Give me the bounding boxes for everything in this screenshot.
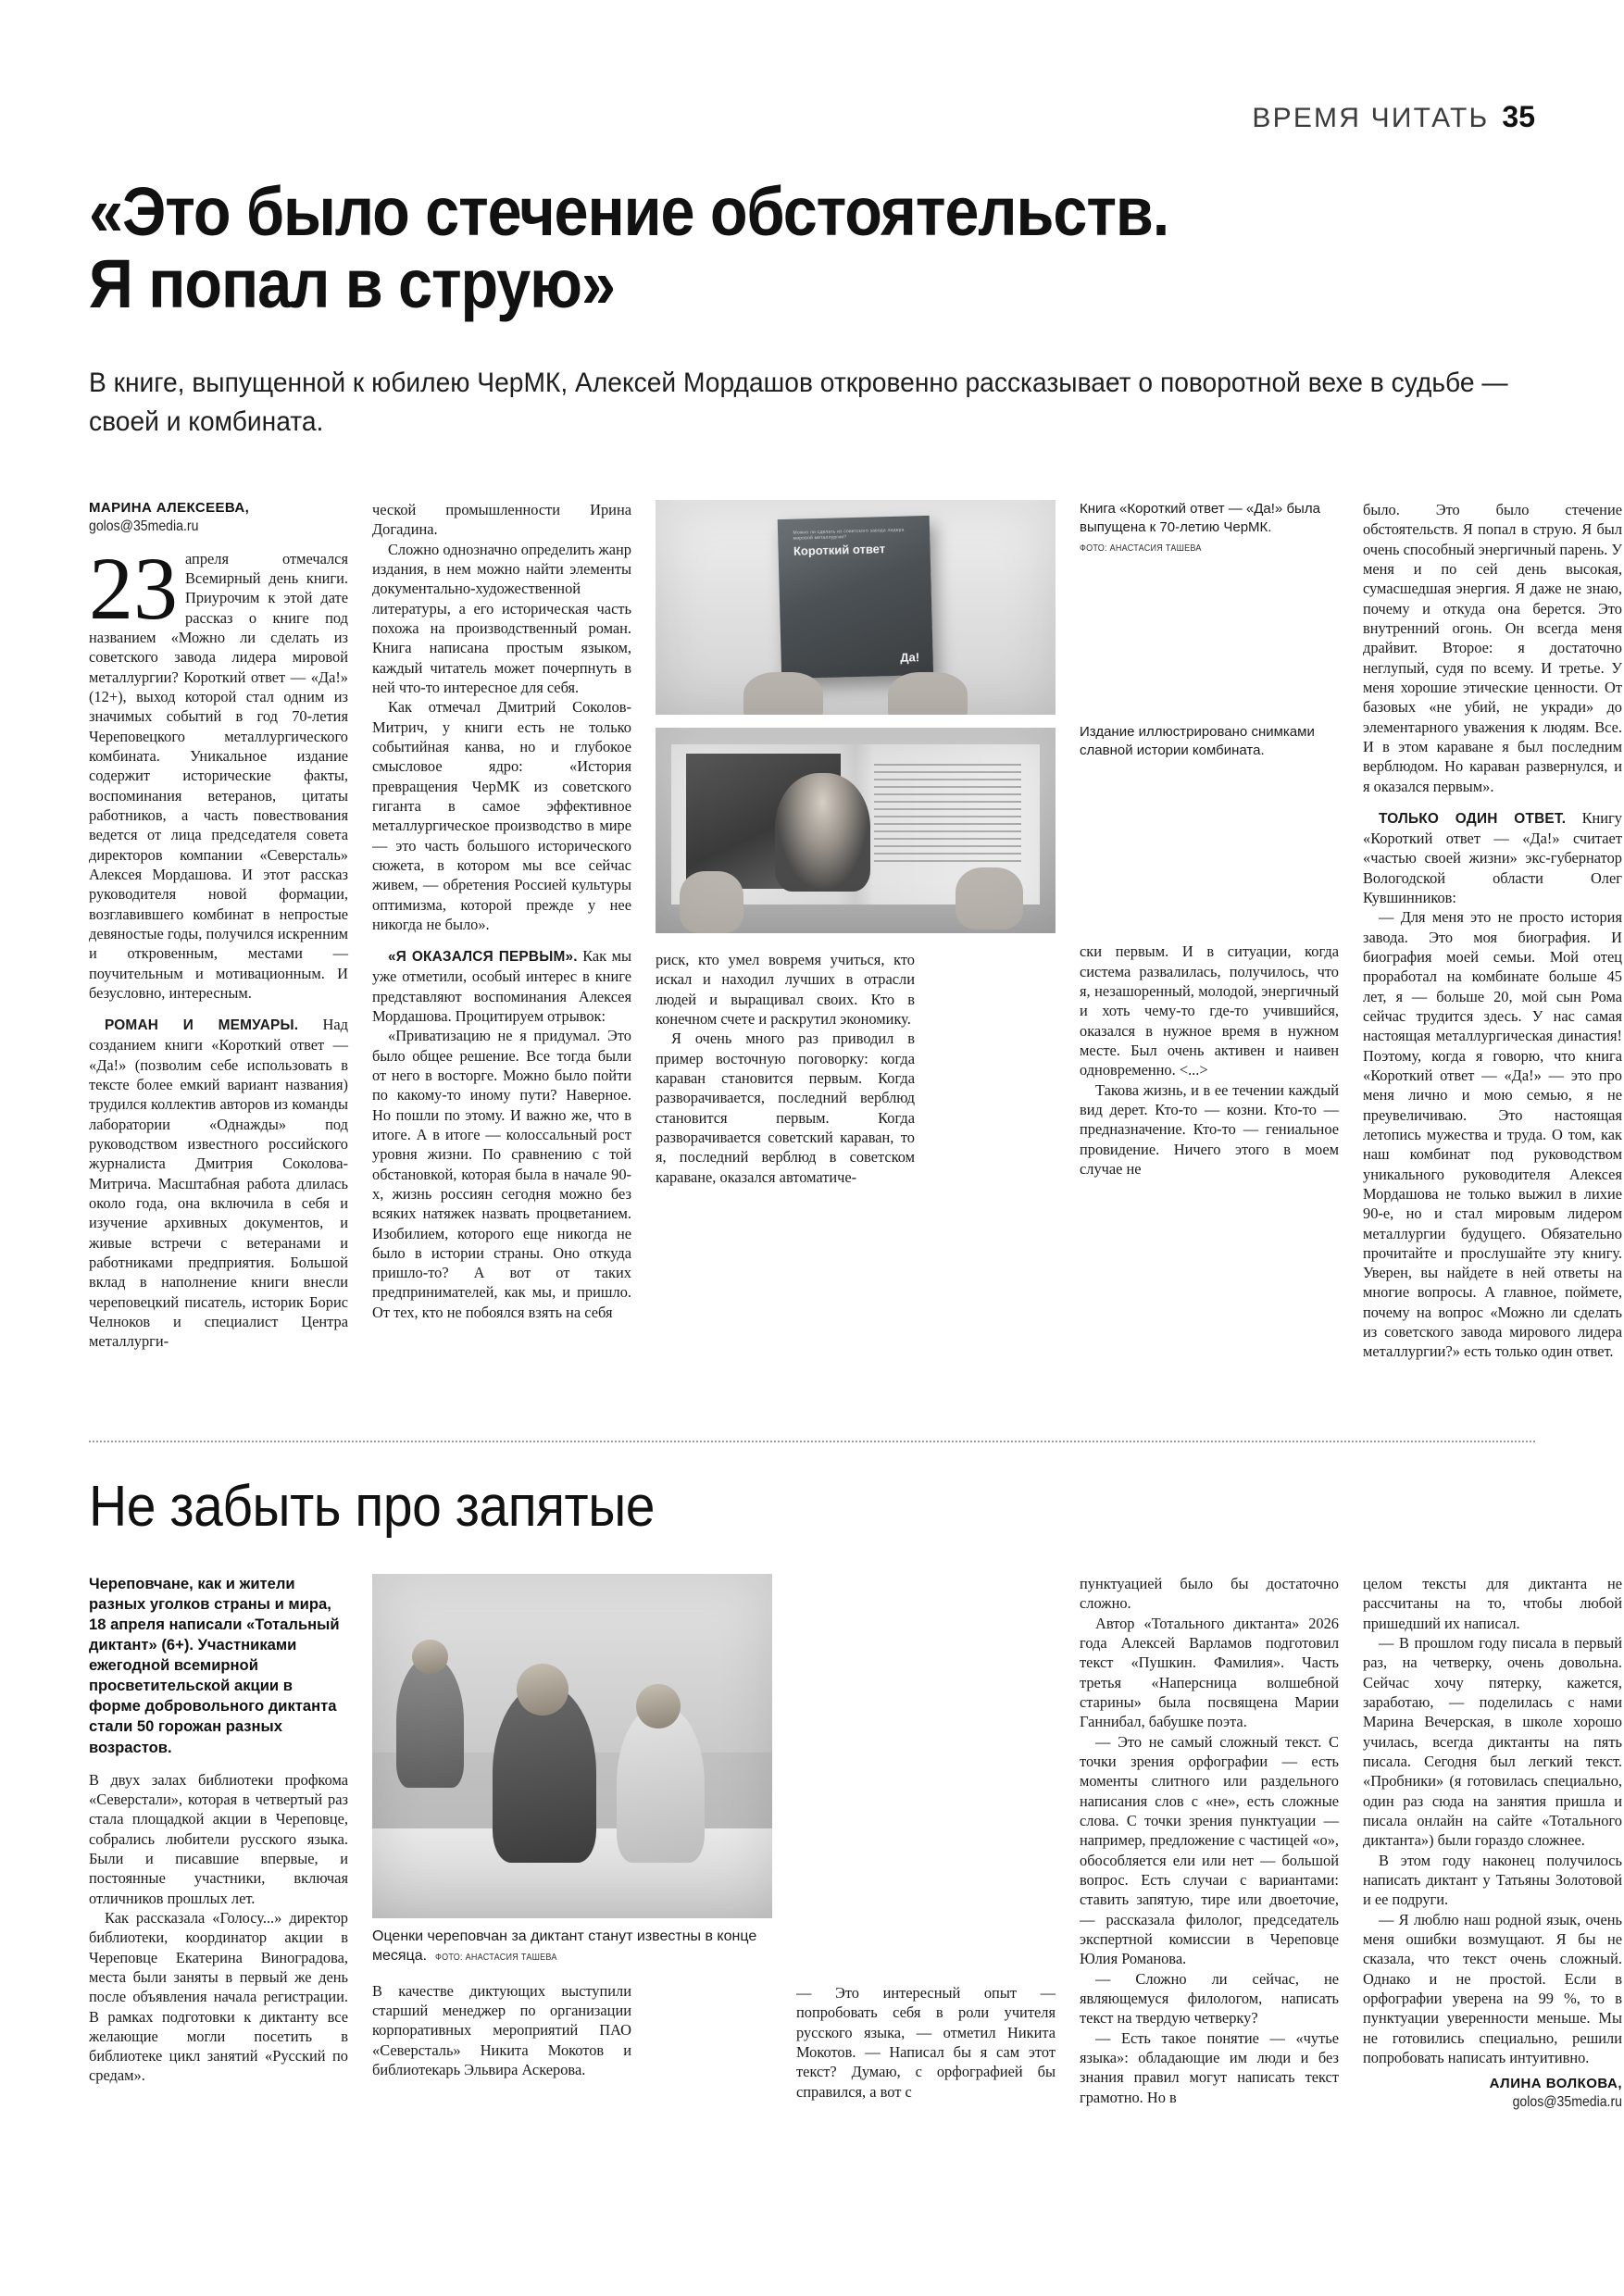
article-2-lead: Череповчане, как и жители разных уголков страны и мира, 18 апреля написали «Тотальный диктант» (6+). Участниками ежегодной всемирной просветительской акции в форме добровольного диктанта стали 50 горожан разных возрастов. bbox=[89, 1575, 340, 1756]
article-1-photo-column bbox=[656, 500, 1056, 1362]
paragraph-text: Как мы уже отметили, особый интерес в книге представляют воспоминания Алексея Мордашова. Процитируем отрывок: bbox=[372, 947, 631, 1025]
article-2-signature-name: АЛИНА ВОЛКОВА, bbox=[1489, 2076, 1622, 2092]
article-2-column-3 bbox=[796, 1574, 1056, 2113]
article-2-column-1 bbox=[89, 1574, 348, 2113]
dropcap-paragraph bbox=[89, 538, 348, 1004]
paragraph bbox=[89, 1015, 348, 1351]
section-kicker: «Я ОКАЗАЛСЯ ПЕРВЫМ». bbox=[388, 949, 578, 966]
article-1-column-1 bbox=[89, 500, 348, 1362]
paragraph bbox=[1363, 808, 1622, 907]
article-2-photo-caption bbox=[372, 1928, 772, 1966]
article-2-headline: Не забыть про запятые bbox=[89, 1475, 656, 1539]
paragraph: «Приватизацию не я придумал. Это было общее решение. Все тогда были от него в восторге. Можно было пойти по какому-то иному пути? Наверное. Но пошли по этому. И важно же, что в итоге. А в итоге — колоссальный рост уровня жизни. По сравнению с той обстановкой, которая была в начале 90-х, жизнь россиян сегодня можно без всяких натяжек назвать процветанием. Изобилием, которого еще никогда не было в истории страны. Оно откуда пришло-то? А вот от таких предпринимателей, как мы, и пришло. От тех, кто не побоялся взять на себя bbox=[372, 1027, 631, 1321]
byline-email: golos@35media.ru bbox=[89, 518, 199, 534]
article-2-column-2 bbox=[372, 1981, 631, 2080]
paragraph: Сложно однозначно определить жанр издания, в нем можно найти элементы документально-художественной литературы, а его историческая часть похожа на производственный роман. Книга написана простым языком, каждый читатель может почерпнуть в ней что-то интересное для себя. bbox=[372, 540, 631, 696]
book-cover-subtitle: Можно ли сделать из советского завода лидера мировой металлургии? bbox=[793, 527, 905, 542]
paragraph: В качестве диктующих выступили старший менеджер по организации корпоративных мероприятий ПАО «Северсталь» Никита Мокотов и библиотекарь Эльвира Аскерова. bbox=[372, 1981, 631, 2078]
section-kicker: РОМАН И МЕМУАРЫ. bbox=[105, 1017, 299, 1034]
paragraph: В этом году наконец получилось написать диктант у Татьяны Золотовой и ее подруги. bbox=[1363, 1851, 1622, 1909]
section-divider bbox=[89, 1441, 1535, 1442]
photo-2-caption: Издание иллюстрировано снимками славной истории комбината. bbox=[1080, 724, 1315, 759]
paragraph: — В прошлом году писала в первый раз, на четверку, очень довольна. Сейчас хочу пятерку, кажется, заработаю, — поделилась с нами Марина Вечерская, в школе хорошо училась, всегда диктанты на пять писала. Сегодня был легкий текст. «Пробники» (я готовилась специально, один раз сюда на занятия пришла и писала онлайн на сайте «Тотального диктанта») были гораздо сложнее. bbox=[1363, 1633, 1622, 1850]
book-cover-title: Короткий ответ bbox=[793, 542, 886, 558]
photo-credit: ФОТО: АНАСТАСИЯ ТАШЕВА bbox=[434, 1951, 557, 1963]
article-1-headline bbox=[89, 173, 1533, 323]
paragraph: — Я люблю наш родной язык, очень меня ошибки возмущают. Я бы не сказала, что текст очень сложный. Однако и не простой. Если в орфографии уверена на 99 %, то в пунктуации уверенности меньше. Мы не готовились специально, решили попробовать написать интуитивно. bbox=[1363, 1910, 1622, 2066]
photo-1-caption bbox=[1080, 500, 1339, 555]
article-2-columns bbox=[89, 1574, 1622, 2113]
photo-credit: ФОТО: АНАСТАСИЯ ТАШЕВА bbox=[1080, 543, 1202, 555]
byline-author: МАРИНА АЛЕКСЕЕВА, bbox=[89, 500, 250, 516]
caption-text: Книга «Короткий ответ — «Да!» была выпущена к 70-летию ЧерМК. bbox=[1080, 501, 1320, 536]
dictation-classroom-photo bbox=[372, 1574, 772, 1918]
paragraph: апреля отмечался Всемирный день книги. Приурочим к этой дате рассказ о книге под названием «Можно ли сделать из советского завода лидера мировой металлургии? Короткий ответ — «Да!» (12+), выход которой стал одним из значимых событий в год 70-летия Череповецкого металлургического комбината. Уникальное издание содержит исторические факты, воспоминания ветеранов, цитаты работников, а часть повествования ведется от лица председателя совета директоров компании «Северсталь» Алексея Мордашова. И этот рассказ руководителя новой формации, возглавившего комбинат в непростые девяностые годы, получился искренним и откровенным, местами — поучительным и мотивационным. И безусловно, интересным. bbox=[89, 549, 348, 1002]
article-1-header bbox=[89, 173, 1535, 443]
article-1-column-3 bbox=[656, 950, 915, 1187]
book-cover-da: Да! bbox=[900, 649, 920, 664]
page-number: 35 bbox=[1502, 100, 1535, 133]
open-book-photo bbox=[656, 728, 1056, 933]
book-cover-photo bbox=[656, 500, 1056, 715]
paragraph: — Это интересный опыт — попробовать себя в роли учителя русского языка, — отметил Никита Мокотов. — Написал бы я сам этот текст? Думаю, с орфографией бы справился, а вот с bbox=[796, 1984, 1056, 2101]
paragraph: целом тексты для диктанта не рассчитаны на то, чтобы любой пришедший их написал. bbox=[1363, 1575, 1622, 1632]
running-head bbox=[1252, 100, 1535, 134]
paragraph: Я очень много раз приводил в пример восточную поговорку: когда караван становится первым. Когда разворачивается, последний верблюд становится первым. Когда разворачивается советский караван, то я, последний верблюд в советском караване, оказался автоматиче- bbox=[656, 1029, 915, 1186]
paragraph: ски первым. И в ситуации, когда система развалилась, получилось, что я, незашоренный, молодой, энергичный и хоть чему-то где-то учившийся, оказался в нужное время в нужном месте. Был очень активен и наивен одновременно. <...> bbox=[1080, 942, 1339, 1079]
article-1-columns bbox=[89, 500, 1622, 1362]
article-1-column-2 bbox=[372, 500, 631, 1362]
article-1-column-4 bbox=[1080, 500, 1339, 1362]
paragraph-text: Книгу «Короткий ответ — «Да!» считает «частью своей жизни» экс-губернатор Вологодской области Олег Кувшинников: bbox=[1363, 808, 1622, 906]
article-2-photo-column bbox=[372, 1574, 772, 2113]
paragraph: ческой промышленности Ирина Догадина. bbox=[372, 501, 631, 539]
paragraph: — Это не самый сложный текст. С точки зрения орфографии — есть моменты слитного или раздельного написания слов с «не», есть сложные слова. С точки зрения пунктуации — например, предложение с частицей «о», обособляется ели или нет — большой вопрос. Есть случаи с вариантами: ставить запятую, тире или двоеточие, — рассказала филолог, председатель экспертной комиссии в Череповце Юлия Романова. bbox=[1080, 1732, 1339, 1968]
caption-text: Оценки череповчан за диктант станут известны в конце месяца. bbox=[372, 1928, 757, 1964]
article-1-column-5 bbox=[1363, 500, 1622, 1362]
paragraph: пунктуацией было бы достаточно сложно. bbox=[1080, 1575, 1339, 1613]
paragraph: Как отмечал Дмитрий Соколов-Митрич, у книги есть не только событийная канва, но и глубокое смысловое ядро: «История превращения ЧерМК из советского гиганта в самое эффективное металлургическое производство в мире — это часть большого исторического сюжета, в котором мы все сейчас живем, — обретения Россией культуры оптимизма, которой прежде у нее никогда не было». bbox=[372, 698, 631, 933]
paragraph: было. Это было стечение обстоятельств. Я попал в струю. Я был очень способный энергичный парень. У меня и по сей день высокая, сумасшедшая энергия. Я даже не знаю, почему и откуда она берется. Это внутренний огонь. Он всегда меня драйвит. Второе: я достаточно неглупый, судя по всему. И третье. У меня хорошие этические ценности. От базовых «не убий, не укради» до элементарного уважения к людям. Все. И в этом караване я был последним верблюдом. Но караван развернулся, и я оказался первым». bbox=[1363, 501, 1622, 795]
running-head-section: ВРЕМЯ ЧИТАТЬ bbox=[1252, 103, 1490, 133]
paragraph: — Сложно ли сейчас, не являющемуся филологом, написать текст на твердую четверку? bbox=[1080, 1969, 1339, 2028]
headline-line-1: «Это было стечение обстоятельств. bbox=[89, 173, 1169, 250]
dropcap: 23 bbox=[89, 538, 178, 638]
paragraph: — Для меня это не просто история завода. Это моя биография. И биография моей семьи. Мой отец проработал на комбинате больше 45 лет, я — больше 20, мой сын Рома сейчас трудится здесь. У нас самая настоящая металлургическая династия! Поэтому, когда я говорю, что книга «Короткий ответ — «Да!» — это про меня лично и мою семью, я не преувеличиваю. Это настоящая летопись мужества и труда. О том, как наш комбинат под руководством уникального руководителя Алексея Мордашова не только выжил в лихие 90-е, но и стал мировым лидером металлургии будущего. Обязательно прочитайте и прослушайте эту книгу. Уверен, вы найдете в ней ответы на многие вопросы. А главное, поймете, почему на вопрос «Можно ли сделать из советского завода мирового лидера металлургии?» есть только один ответ. bbox=[1363, 908, 1622, 1361]
article-2-column-5 bbox=[1363, 1574, 1622, 2113]
paragraph: — Есть такое понятие — «чутье языка»: обладающие им люди и без знания правил могут написать текст грамотно. Но в bbox=[1080, 2028, 1339, 2106]
paragraph bbox=[372, 946, 631, 1026]
paragraph-text: Над созданием книги «Короткий ответ — «Да!» (позволим себе использовать в тексте более емкий вариант названия) трудился коллектив авторов из команды лаборатории «Однажды» под руководством известного российского журналиста Дмитрия Соколова-Митрича. Масштабная работа длилась около года, она включила в себя и изучение архивных документов, и живые встречи с ветеранами и работниками предприятия. Большой вклад в наполнение книги внесли череповецкий писатель, историк Борис Челноков и специалист Центра металлурги- bbox=[89, 1016, 348, 1351]
article-2-column-4 bbox=[1080, 1574, 1339, 2113]
section-kicker: ТОЛЬКО ОДИН ОТВЕТ. bbox=[1379, 810, 1567, 827]
paragraph: риск, кто умел вовремя учиться, кто искал и находил лучших в отрасли людей и выращивал своих. Кто в конечном счете и раскрутил экономику. bbox=[656, 951, 915, 1028]
paragraph: Такова жизнь, и в ее течении каждый вид дерет. Кто-то — козни. Кто-то — предназначение. Кто-то — гениальное провидение. Ничего этого в моем случае не bbox=[1080, 1080, 1339, 1179]
article-2-signature-email: golos@35media.ru bbox=[1512, 2093, 1622, 2110]
paragraph: Как рассказала «Голосу...» директор библиотеки, координатор акции в Череповце Екатерина Виноградова, места были заняты в первый же день после объявления начала регистрации. В рамках подготовки к диктанту все желающие могли посетить в библиотеке цикл занятий «Русский по средам». bbox=[89, 1908, 348, 2085]
headline-line-2: Я попал в струю» bbox=[89, 245, 615, 323]
article-1-subhead: В книге, выпущенной к юбилею ЧерМК, Алексей Мордашов откровенно рассказывает о поворотной вехе в судьбе — своей и комбината. bbox=[89, 367, 1508, 438]
paragraph: Автор «Тотального диктанта» 2026 года Алексей Варламов подготовил текст «Пушкин. Фамилия». Часть третья «Наперсница волшебной старины» была посвящена Марии Ганнибал, бабушке поэта. bbox=[1080, 1614, 1339, 1731]
paragraph: В двух залах библиотеки профкома «Северстали», которая в четвертый раз стала площадкой акции в Череповце, собрались любители русского языка. Были и писавшие впервые, и постоянные участники, включая отличников прошлых лет. bbox=[89, 1770, 348, 1907]
